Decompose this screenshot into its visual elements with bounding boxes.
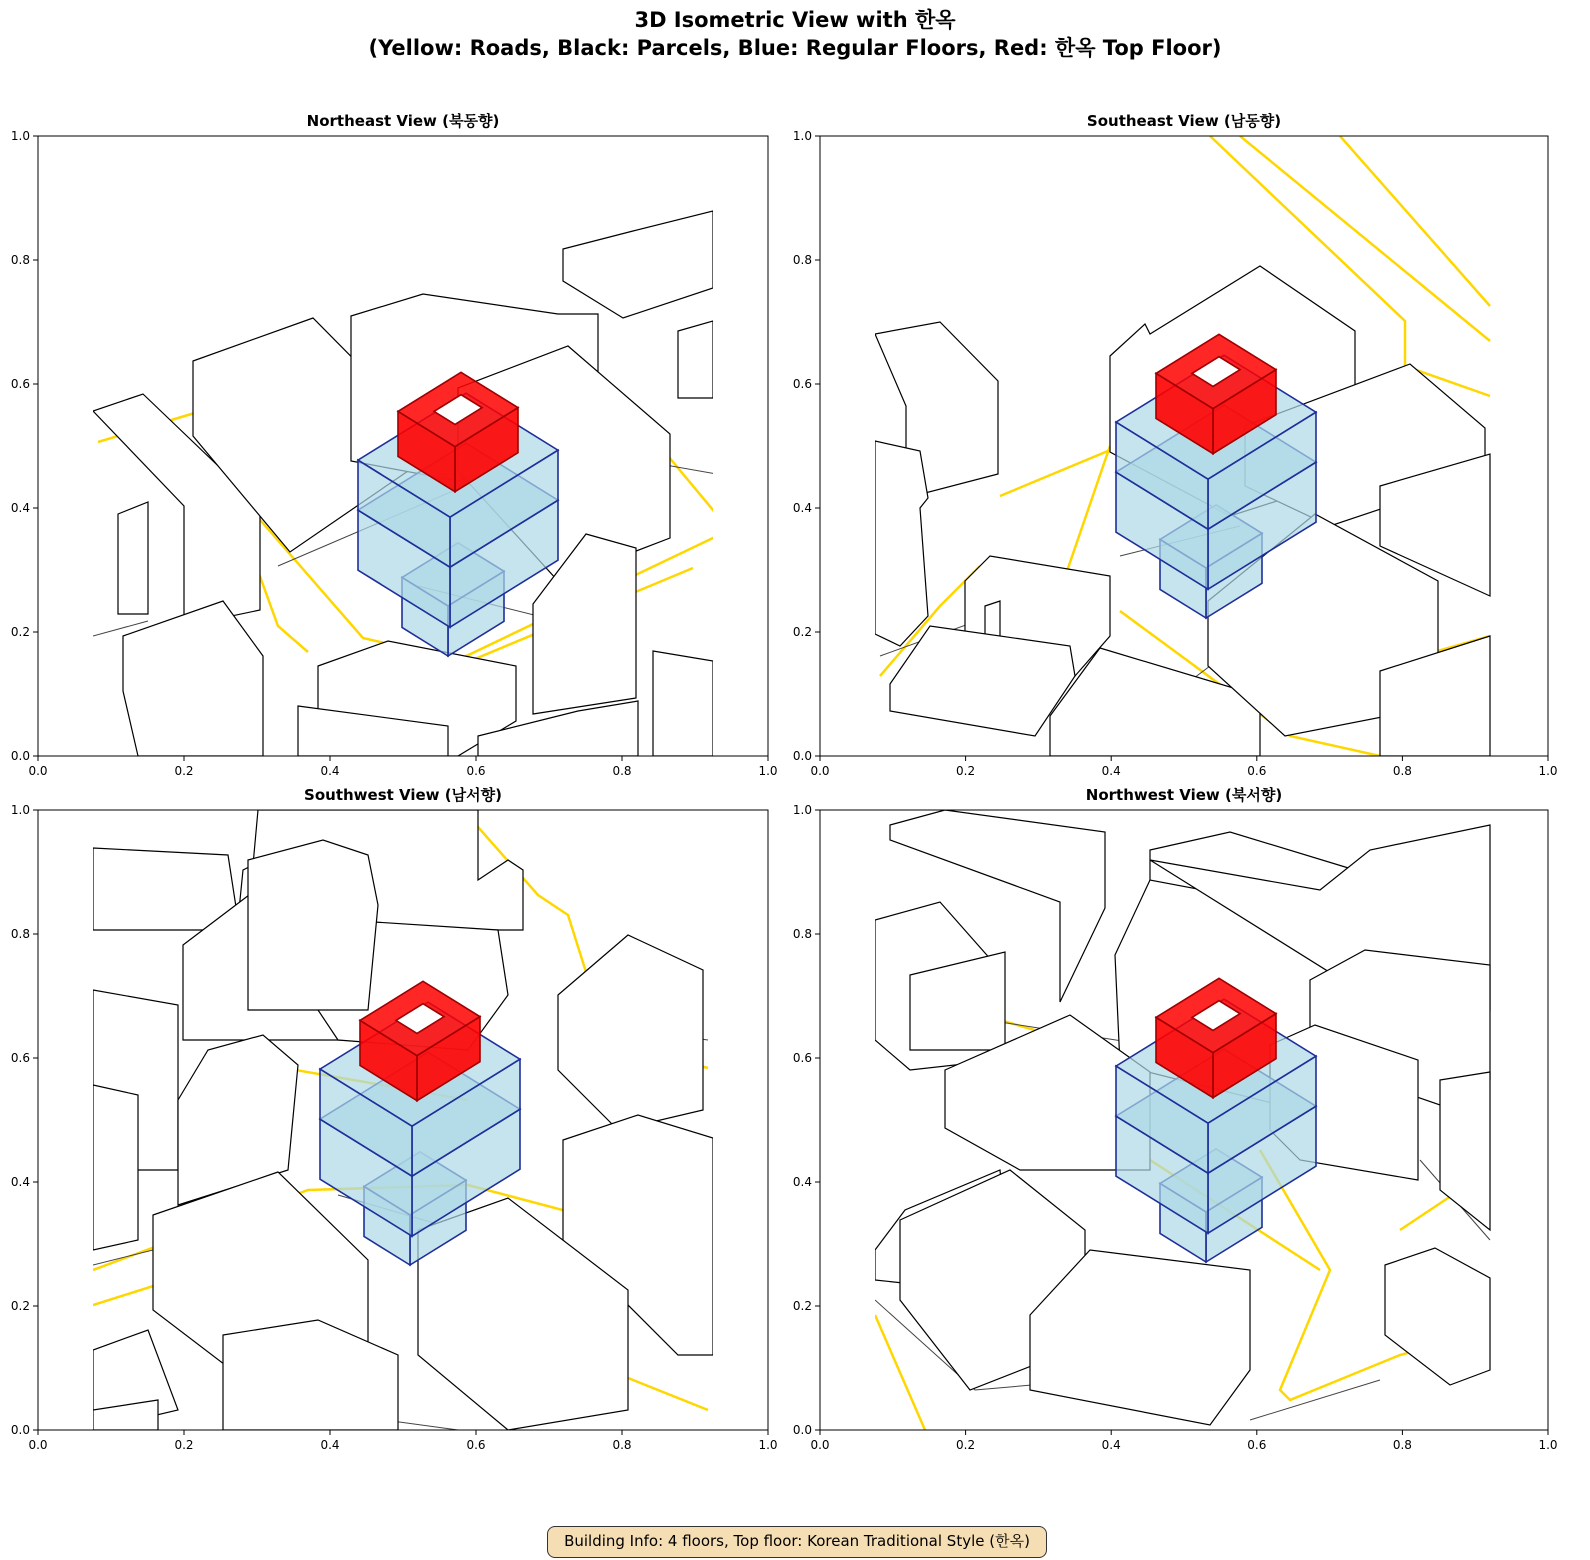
y-tick-label: 0.4	[792, 501, 812, 515]
panel-title-southeast: Southeast View (남동향)	[1086, 112, 1282, 130]
x-tick-label: 0.0	[810, 1438, 830, 1452]
neighbor-building	[248, 840, 378, 1010]
x-tick-label: 0.6	[466, 764, 486, 778]
y-tick-label: 0.6	[10, 1051, 30, 1065]
x-tick-label: 0.0	[810, 764, 830, 778]
neighbor-building	[875, 441, 928, 646]
neighbor-building	[563, 211, 713, 318]
x-tick-label: 0.4	[320, 764, 340, 778]
x-tick-label: 0.8	[612, 764, 632, 778]
y-tick-label: 1.0	[792, 803, 812, 817]
neighbor-building	[558, 935, 703, 1130]
neighbor-building	[223, 1320, 398, 1430]
y-tick-label: 0.2	[792, 1299, 812, 1313]
y-tick-label: 0.2	[10, 1299, 30, 1313]
scene-southeast	[875, 136, 1490, 756]
axes-northwest	[792, 803, 1558, 1452]
x-tick-label: 0.6	[466, 1438, 486, 1452]
y-tick-label: 0.4	[792, 1175, 812, 1189]
y-tick-label: 0.6	[792, 377, 812, 391]
y-tick-label: 0.6	[10, 377, 30, 391]
road-line	[875, 1315, 925, 1430]
panel-title-northeast: Northeast View (북동향)	[306, 112, 500, 130]
y-tick-label: 0.4	[10, 1175, 30, 1189]
y-tick-label: 0.8	[10, 927, 30, 941]
y-tick-label: 0.0	[792, 1423, 812, 1437]
parcel-line	[1250, 1380, 1380, 1420]
axes-northeast	[10, 129, 778, 778]
figure-title	[0, 6, 1590, 62]
neighbor-building	[678, 321, 713, 398]
chart-northwest	[792, 803, 1558, 1452]
figure-title-line-1: 3D Isometric View with 한옥	[634, 8, 956, 32]
x-tick-label: 0.8	[1392, 764, 1412, 778]
x-tick-label: 1.0	[758, 764, 778, 778]
x-tick-label: 1.0	[758, 1438, 778, 1452]
x-tick-label: 0.2	[956, 1438, 976, 1452]
building-info-box: Building Info: 4 floors, Top floor: Korean Traditional Style (한옥)	[547, 1526, 1047, 1558]
y-tick-label: 0.4	[10, 501, 30, 515]
x-tick-label: 1.0	[1538, 1438, 1558, 1452]
axes-southwest	[10, 803, 778, 1452]
y-tick-label: 0.0	[10, 749, 30, 763]
y-tick-label: 1.0	[10, 803, 30, 817]
neighbor-building	[118, 502, 148, 614]
chart-southwest	[10, 803, 778, 1452]
axes-southeast	[792, 129, 1558, 778]
x-tick-label: 0.8	[612, 1438, 632, 1452]
y-tick-label: 0.8	[10, 253, 30, 267]
chart-southeast	[792, 129, 1558, 778]
panel-title-northwest: Northwest View (북서향)	[1085, 786, 1283, 804]
x-tick-label: 0.6	[1247, 764, 1267, 778]
x-tick-label: 0.0	[28, 764, 48, 778]
y-tick-label: 0.2	[792, 625, 812, 639]
x-tick-label: 0.6	[1247, 1438, 1267, 1452]
x-tick-label: 1.0	[1538, 764, 1558, 778]
neighbor-building	[653, 651, 713, 756]
x-tick-label: 0.8	[1392, 1438, 1412, 1452]
road-line	[668, 456, 718, 516]
x-tick-label: 0.2	[174, 764, 194, 778]
y-tick-label: 0.6	[792, 1051, 812, 1065]
x-tick-label: 0.4	[1101, 764, 1121, 778]
neighbor-building	[123, 601, 263, 756]
y-tick-label: 0.8	[792, 253, 812, 267]
scene-northeast	[93, 211, 738, 756]
chart-northeast	[10, 129, 778, 778]
y-tick-label: 0.0	[10, 1423, 30, 1437]
neighbor-building	[93, 1085, 138, 1250]
neighbor-building	[1385, 1248, 1490, 1385]
figure-title-line-2: (Yellow: Roads, Black: Parcels, Blue: Regular Floors, Red: 한옥 Top Floor)	[368, 36, 1222, 60]
scene-northwest	[875, 810, 1490, 1430]
y-tick-label: 0.8	[792, 927, 812, 941]
y-tick-label: 1.0	[10, 129, 30, 143]
neighbor-building	[1440, 1072, 1490, 1230]
y-tick-label: 0.2	[10, 625, 30, 639]
x-tick-label: 0.2	[174, 1438, 194, 1452]
panel-title-southwest: Southwest View (남서향)	[304, 786, 502, 804]
x-tick-label: 0.0	[28, 1438, 48, 1452]
x-tick-label: 0.4	[1101, 1438, 1121, 1452]
scene-southwest	[93, 810, 713, 1430]
y-tick-label: 1.0	[792, 129, 812, 143]
x-tick-label: 0.4	[320, 1438, 340, 1452]
x-tick-label: 0.2	[956, 764, 976, 778]
y-tick-label: 0.0	[792, 749, 812, 763]
